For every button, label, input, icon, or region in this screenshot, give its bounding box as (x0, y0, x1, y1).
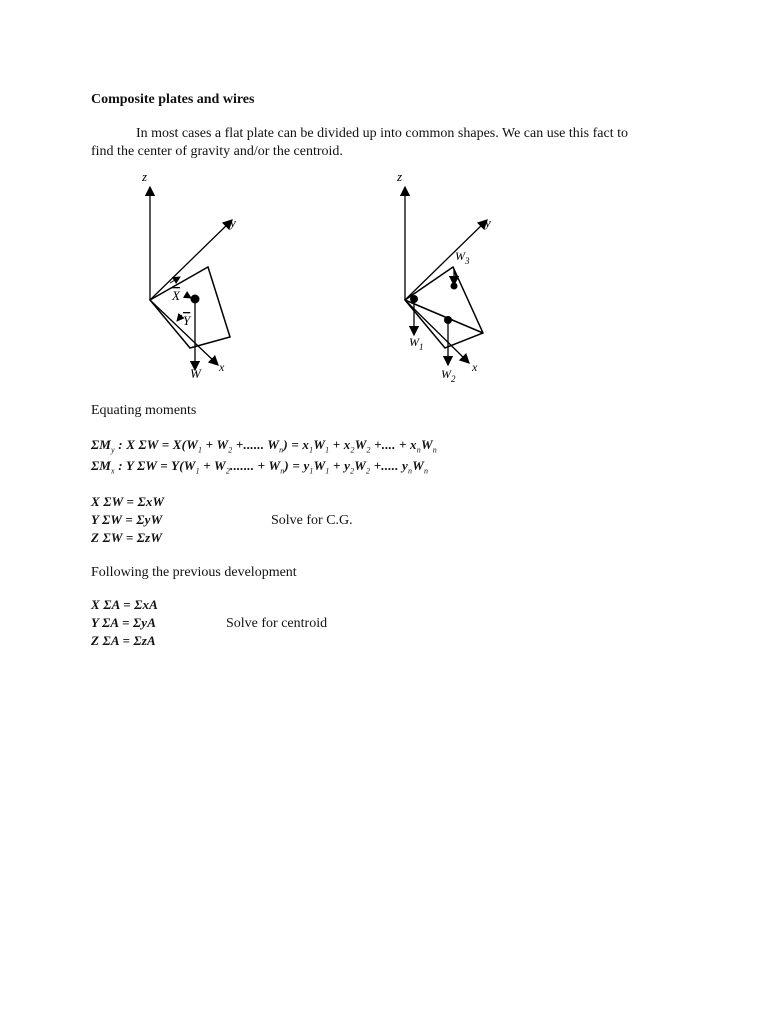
w1-label: $W_1$ (409, 335, 424, 352)
ybar-label: Y (183, 313, 191, 328)
y-label: y (485, 215, 491, 230)
plate-outline (150, 267, 230, 348)
centroid-equation-x: X ΣA = ΣxA (91, 597, 159, 612)
z-label: z (397, 169, 403, 184)
centroid-equation-y: Y ΣA = ΣyA (91, 615, 157, 630)
intro-paragraph (91, 125, 691, 161)
figure-right-composite-diagram (375, 165, 525, 390)
moment-equation-y: $\Sigma M_y$ : X $\Sigma W = X(W_1 + W_2$ +...... $W_n) = x_1W_1 + x_2W_2$ +.... + $x_nW_n$ (91, 437, 437, 455)
xbar-label: X (172, 288, 180, 303)
w-label: W (190, 366, 201, 381)
intro-line-2: find the center of gravity and/or the centroid. (91, 144, 343, 159)
y-label: y (230, 215, 236, 230)
section-heading: Composite plates and wires (91, 92, 255, 107)
solve-for-centroid-label: Solve for centroid (226, 616, 328, 631)
x-axis (150, 300, 218, 365)
z-label: z (142, 169, 148, 184)
equating-moments-label: Equating moments (91, 403, 197, 418)
intro-line-1: In most cases a flat plate can be divided up into common shapes. We can use this fact to (136, 126, 628, 141)
moment-equation-x: $\Sigma M_x$ : Y $\Sigma W = Y(W_1 + W_2$....... + $W_n) = y_1W_1 + y_2W_2$ +..... $y_nW_n$ (91, 458, 429, 476)
y-axis (150, 220, 232, 300)
x-label: x (219, 360, 225, 374)
cg-equation-y: Y ΣW = ΣyW (91, 512, 163, 527)
cg-equation-z: Z ΣW = ΣzW (91, 530, 163, 545)
figure-left-plate-diagram (120, 165, 270, 385)
w2-label: $W_2$ (441, 367, 456, 384)
centroid-equation-z: Z ΣA = ΣzA (91, 633, 156, 648)
cg-equation-x: X ΣW = ΣxW (91, 494, 165, 509)
following-development-label: Following the previous development (91, 565, 297, 580)
solve-for-cg-label: Solve for C.G. (271, 513, 353, 528)
x-label: x (472, 360, 478, 374)
w3-label: $W_3$ (455, 249, 470, 266)
